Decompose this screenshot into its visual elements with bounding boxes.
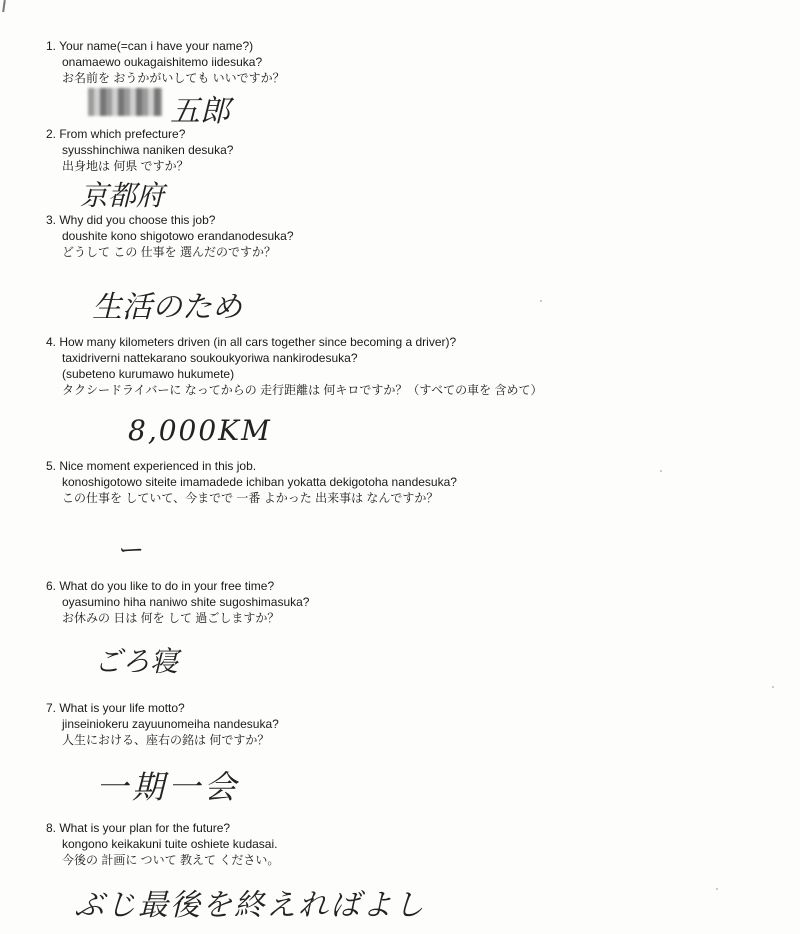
question-2-english: 2. From which prefecture? [46, 127, 186, 141]
answer-5: ー [116, 536, 143, 566]
question-1-english: 1. Your name(=can i have your name?) [46, 39, 254, 53]
question-3 [46, 212, 606, 260]
question-2-romaji: syusshinchiwa naniken desuka? [62, 143, 234, 157]
answer-8: ぶじ最後を終えればよし [74, 888, 426, 923]
question-4-japanese: タクシードライバーに なってからの 走行距離は 何キロですか？（すべての車を 含めて） [62, 383, 543, 397]
question-5-english: 5. Nice moment experienced in this job. [46, 459, 257, 473]
scan-edge-mark [2, 0, 6, 12]
question-1-japanese: お名前を おうかがいしても いいですか？ [62, 71, 285, 85]
question-8 [46, 820, 606, 868]
question-2 [46, 126, 606, 174]
question-4-english: 4. How many kilometers driven (in all cars together since becoming a driver)? [46, 335, 457, 349]
question-6-romaji: oyasumino hiha naniwo shite sugoshimasuka? [62, 595, 310, 609]
answer-4: 8,000KM [128, 414, 272, 447]
question-4-romaji: taxidriverni nattekarano soukoukyoriwa nankirodesuka? [62, 351, 358, 365]
answer-7: 一期一会 [96, 768, 241, 806]
question-6 [46, 578, 606, 626]
question-2-japanese: 出身地は 何県 ですか？ [62, 159, 189, 173]
question-3-japanese: どうして この 仕事を 選んだのですか？ [62, 245, 277, 259]
question-8-japanese: 今後の 計画に ついて 教えて ください。 [62, 853, 280, 867]
question-3-english: 3. Why did you choose this job? [46, 213, 216, 227]
scan-speck [772, 686, 774, 688]
question-1 [46, 38, 606, 86]
answer-3: 生活のため [92, 290, 242, 325]
question-7 [46, 700, 606, 748]
question-3-romaji: doushite kono shigotowo erandanodesuka? [62, 229, 294, 243]
question-7-romaji: jinseiniokeru zayuunomeiha nandesuka? [62, 717, 279, 731]
answer-6: ごろ寝 [94, 645, 179, 678]
question-4-romaji-note: (subeteno kurumawo hukumete) [62, 367, 235, 381]
question-1-romaji: onamaewo oukagaishitemo iidesuka? [62, 55, 263, 69]
answer-1: 五郎 [170, 94, 230, 129]
question-5-japanese: この仕事を していて、今までで 一番 よかった 出来事は なんですか？ [62, 491, 439, 505]
scan-speck [540, 300, 542, 302]
answer-2: 京都府 [80, 179, 165, 212]
question-8-romaji: kongono keikakuni tuite oshiete kudasai. [62, 837, 278, 851]
question-7-english: 7. What is your life motto? [46, 701, 185, 715]
question-4 [46, 334, 646, 398]
scan-speck [716, 888, 718, 890]
scan-speck [660, 470, 662, 472]
question-5 [46, 458, 606, 506]
question-6-english: 6. What do you like to do in your free time? [46, 579, 275, 593]
question-6-japanese: お休みの 日は 何を して 過ごしますか？ [62, 611, 280, 625]
question-7-japanese: 人生における、座右の銘は 何ですか？ [62, 733, 270, 747]
question-5-romaji: konoshigotowo siteite imamadede ichiban yokatta dekigotoha nandesuka? [62, 475, 457, 489]
redacted-name-block [88, 88, 162, 116]
question-8-english: 8. What is your plan for the future? [46, 821, 231, 835]
